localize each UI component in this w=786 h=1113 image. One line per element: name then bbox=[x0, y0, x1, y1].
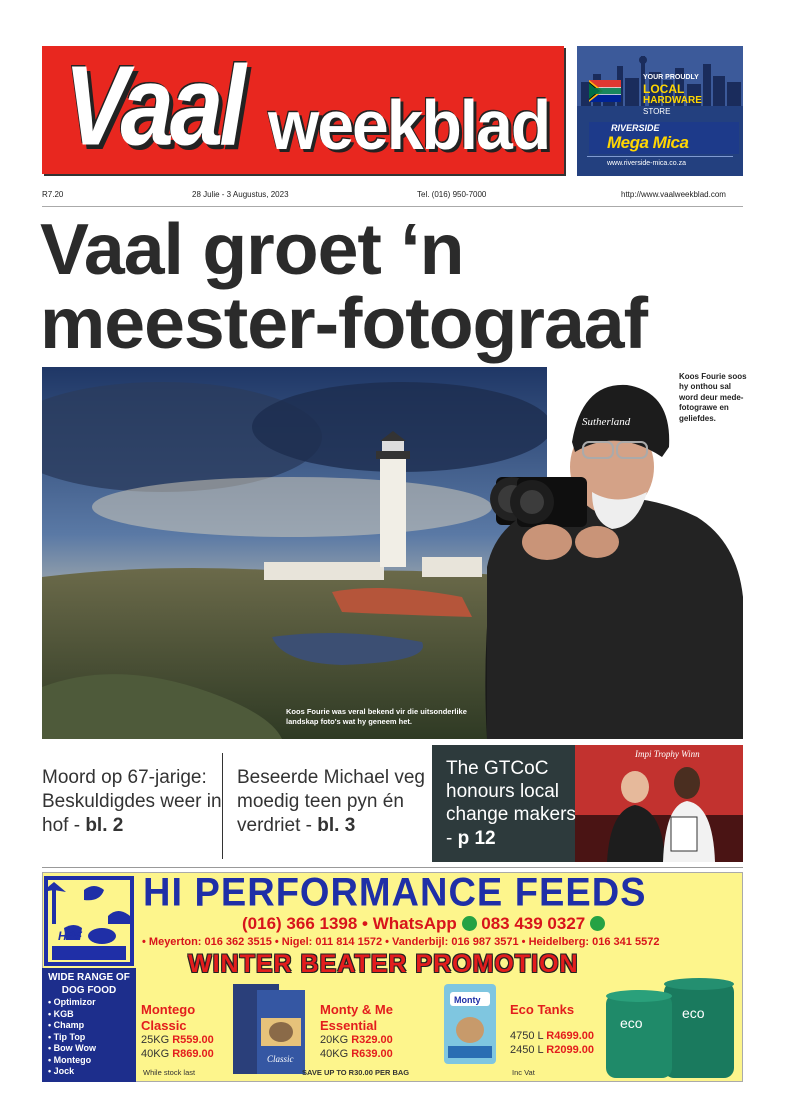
teaser-divider bbox=[222, 753, 223, 859]
issue-dates: 28 Julie - 3 Augustus, 2023 bbox=[192, 190, 289, 199]
lighthouse-photo bbox=[42, 367, 547, 739]
bag-label: Monty bbox=[454, 995, 481, 1005]
beanie-text: Sutherland bbox=[582, 416, 631, 428]
promo-title: WINTER BEATER PROMOTION bbox=[188, 950, 579, 978]
stock-note: While stock last bbox=[143, 1068, 196, 1077]
teaser-murder[interactable]: Moord op 67-jarige: Beskuldigdes weer in hof - bl. 2 bbox=[42, 767, 222, 836]
product-name-monty: Monty & Me Essential bbox=[320, 1002, 393, 1033]
masthead-vaal: Vaal bbox=[64, 42, 242, 170]
website-link[interactable]: http://www.vaalweekblad.com bbox=[621, 190, 726, 199]
ad-riverside: RIVERSIDE bbox=[611, 123, 660, 133]
whatsapp-icon bbox=[462, 916, 477, 931]
teaser-gtcoc: The GTCoC honours local change makers - p 12 bbox=[446, 758, 576, 849]
side-caption: Koos Fourie soos hy onthou sal word deur mede-fotograwe en geliefdes. bbox=[679, 372, 747, 423]
product-price: 2450 L R2099.00 bbox=[510, 1044, 595, 1056]
phone-number: Tel. (016) 950-7000 bbox=[417, 190, 487, 199]
farm-animals-logo bbox=[44, 876, 134, 966]
ad-tagline-1: YOUR PROUDLY bbox=[643, 74, 699, 81]
bag-label: Classic bbox=[267, 1054, 294, 1064]
product-price: 25KG R559.00 bbox=[141, 1034, 214, 1046]
ad-brand-name: Mega Mica bbox=[607, 133, 689, 152]
ad-divider bbox=[587, 156, 733, 157]
award-photo bbox=[575, 745, 743, 862]
headline-line-1: Vaal groet ‘n bbox=[40, 210, 464, 290]
save-note: SAVE UP TO R30.00 PER BAG bbox=[302, 1068, 410, 1077]
list-item: • KGB bbox=[48, 1008, 74, 1019]
headline-line-2: meester-fotograaf bbox=[40, 284, 648, 364]
ad-tagline-2: LOCAL bbox=[643, 82, 685, 96]
list-item: • Tip Top bbox=[48, 1031, 86, 1042]
dog-food-list bbox=[48, 997, 96, 1078]
divider bbox=[42, 206, 743, 207]
list-item: • Montego bbox=[48, 1054, 92, 1065]
product-name-montego: Montego Classic bbox=[141, 1002, 196, 1033]
tank-label: eco bbox=[682, 1005, 705, 1021]
issue-price: R7.20 bbox=[42, 190, 64, 199]
logo-text: HPF bbox=[58, 929, 82, 943]
monty-bag-image bbox=[440, 982, 500, 1066]
divider bbox=[42, 867, 743, 868]
feeds-phone[interactable]: (016) 366 1398 • WhatsApp 083 439 0327 bbox=[242, 914, 605, 934]
product-name-eco-tanks: Eco Tanks bbox=[510, 1002, 575, 1017]
vat-note: Inc Vat bbox=[512, 1068, 535, 1077]
ad-tagline-4: STORE bbox=[643, 107, 671, 116]
product-price: 40KG R869.00 bbox=[141, 1048, 214, 1060]
photo-caption: Koos Fourie was veral bekend vir die uitsonderlike landskap foto's wat hy geneem het. bbox=[286, 707, 467, 726]
ad-tagline-3: HARDWARE bbox=[643, 95, 702, 106]
masthead-weekblad: weekblad bbox=[268, 85, 550, 164]
product-price: 40KG R639.00 bbox=[320, 1048, 393, 1060]
montego-bag-image bbox=[231, 980, 309, 1076]
teaser-michael[interactable]: Beseerde Michael veg moedig teen pyn én verdriet - bl. 3 bbox=[237, 767, 425, 836]
feeds-title: HI PERFORMANCE FEEDS bbox=[143, 870, 647, 916]
list-item: • Optimizor bbox=[48, 997, 96, 1007]
dog-food-title: WIDE RANGE OF DOG FOOD bbox=[48, 972, 130, 996]
sa-flag-icon bbox=[589, 80, 621, 102]
product-price: 20KG R329.00 bbox=[320, 1034, 393, 1046]
product-price: 4750 L R4699.00 bbox=[510, 1030, 595, 1042]
feeds-branches: • Meyerton: 016 362 3515 • Nigel: 011 814 1572 • Vanderbijl: 016 987 3571 • Heidelberg: 016 341 5572 bbox=[142, 936, 660, 948]
whatsapp-icon bbox=[590, 916, 605, 931]
list-item: • Jock bbox=[48, 1066, 75, 1076]
photo-script-text: Impi Trophy Winn bbox=[635, 749, 700, 759]
ad-url[interactable]: www.riverside-mica.co.za bbox=[607, 160, 686, 167]
tank-label: eco bbox=[620, 1015, 643, 1031]
eco-tanks-image bbox=[604, 976, 738, 1080]
list-item: • Champ bbox=[48, 1020, 85, 1030]
list-item: • Bow Wow bbox=[48, 1043, 96, 1053]
